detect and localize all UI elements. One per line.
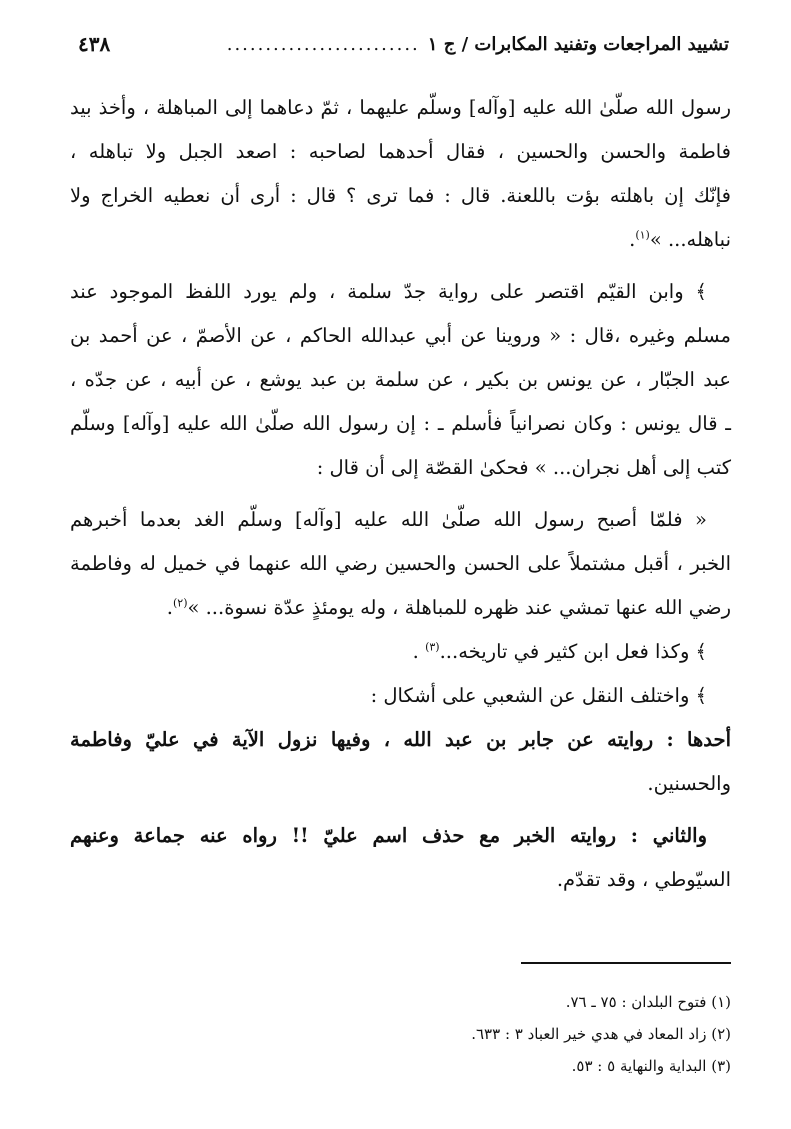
text-line: ﴾ وابن القيّم اقتصر على رواية جدّ سلمة ، ولم يورد اللفظ الموجود عند — [70, 280, 707, 303]
text-line: « فلمّا أصبح رسول الله صلّىٰ الله عليه [وآله] وسلّم الغد بعدما أخبرهم — [70, 508, 707, 531]
text-line: السيّوطي ، وقد تقدّم. — [556, 868, 731, 891]
page-number: ٤٣٨ — [78, 32, 111, 56]
page-header — [78, 26, 729, 62]
text-line: ﴾ وكذا فعل ابن كثير في تاريخه...$^{(٣)}$ . — [412, 640, 707, 663]
footnote: (٢) زاد المعاد في هدي خير العباد ٣ : ٦٣٣. — [471, 1025, 731, 1043]
footnotes — [200, 986, 731, 1082]
text-line: كتب إلى أهل نجران... » فحكىٰ القصّة إلى أن قال : — [316, 456, 731, 479]
text-line — [70, 718, 731, 762]
text-line-content: رضي الله عنها تمشي عند ظهره للمباهلة ، وله يومئذٍ عدّة نسوة... » — [187, 596, 731, 619]
footnote: (٣) البداية والنهاية ٥ : ٥٣. — [571, 1057, 731, 1075]
text-line: مسلم وغيره ،قال : « وروينا عن أبي عبدالله الحاكم ، عن الأصمّ ، عن أحمد بن — [70, 324, 731, 347]
footnote: (١) فتوح البلدان : ٧٥ ـ ٧٦. — [565, 993, 731, 1011]
text-line-content: والثاني : روايته الخبر مع حذف اسم عليّ !! رواه عنه جماعة وعنهم — [70, 824, 707, 847]
text-line: نباهله... »$^{(١)}$. — [629, 228, 731, 251]
text-line: ـ قال يونس : وكان نصرانياً فأسلم ـ : إن رسول الله صلّىٰ الله عليه [وآله] وسلّم — [70, 412, 731, 435]
running-title: تشييد المراجعات وتفنيد المكابرات / ج ١ — [427, 33, 729, 55]
footnote-divider — [521, 962, 731, 964]
text-line: والحسنين. — [647, 772, 731, 795]
footnote-ref: (٢) — [172, 596, 188, 610]
text-line: عبد الجبّار ، عن يونس بن بكير ، عن سلمة بن عبد يوشع ، عن أبيه ، عن جدّه ، — [70, 368, 731, 391]
footnote-ref: (١) — [635, 228, 650, 242]
text-line: فاطمة والحسن والحسين ، فقال أحدهما لصاحبه : اصعد الجبل ولا تباهله ، — [70, 140, 731, 163]
header-leader-dots: ......................... — [226, 33, 420, 55]
footnote-ref: (٣) — [425, 640, 440, 654]
text-line: رضي الله عنها تمشي عند ظهره للمباهلة ، وله يومئذٍ عدّة نسوة... »$^{(٢)}$. — [166, 596, 731, 619]
text-line: الخبر ، أقبل مشتملاً على الحسن والحسين رضي الله عنهما في خميل له وفاطمة — [70, 552, 731, 575]
text-line-content: ﴾ وكذا فعل ابن كثير في تاريخه... — [439, 640, 707, 663]
text-line: فإنّك إن باهلته بؤت باللعنة. قال : فما ترى ؟ قال : أرى أن نعطيه الخراج ولا — [70, 184, 731, 207]
text-line — [70, 814, 731, 858]
text-line: رسول الله صلّىٰ الله عليه [وآله] وسلّم عليهما ، ثمّ دعاهما إلى المباهلة ، وأخذ بيد — [70, 96, 731, 119]
text-line: ﴾ واختلف النقل عن الشعبي على أشكال : — [370, 684, 707, 707]
text-line-content: أحدها : روايته عن جابر بن عبد الله ، وفيها نزول الآية في عليّ وفاطمة — [70, 728, 731, 751]
main-text — [70, 86, 731, 902]
text-line-content: نباهله... » — [649, 228, 731, 251]
